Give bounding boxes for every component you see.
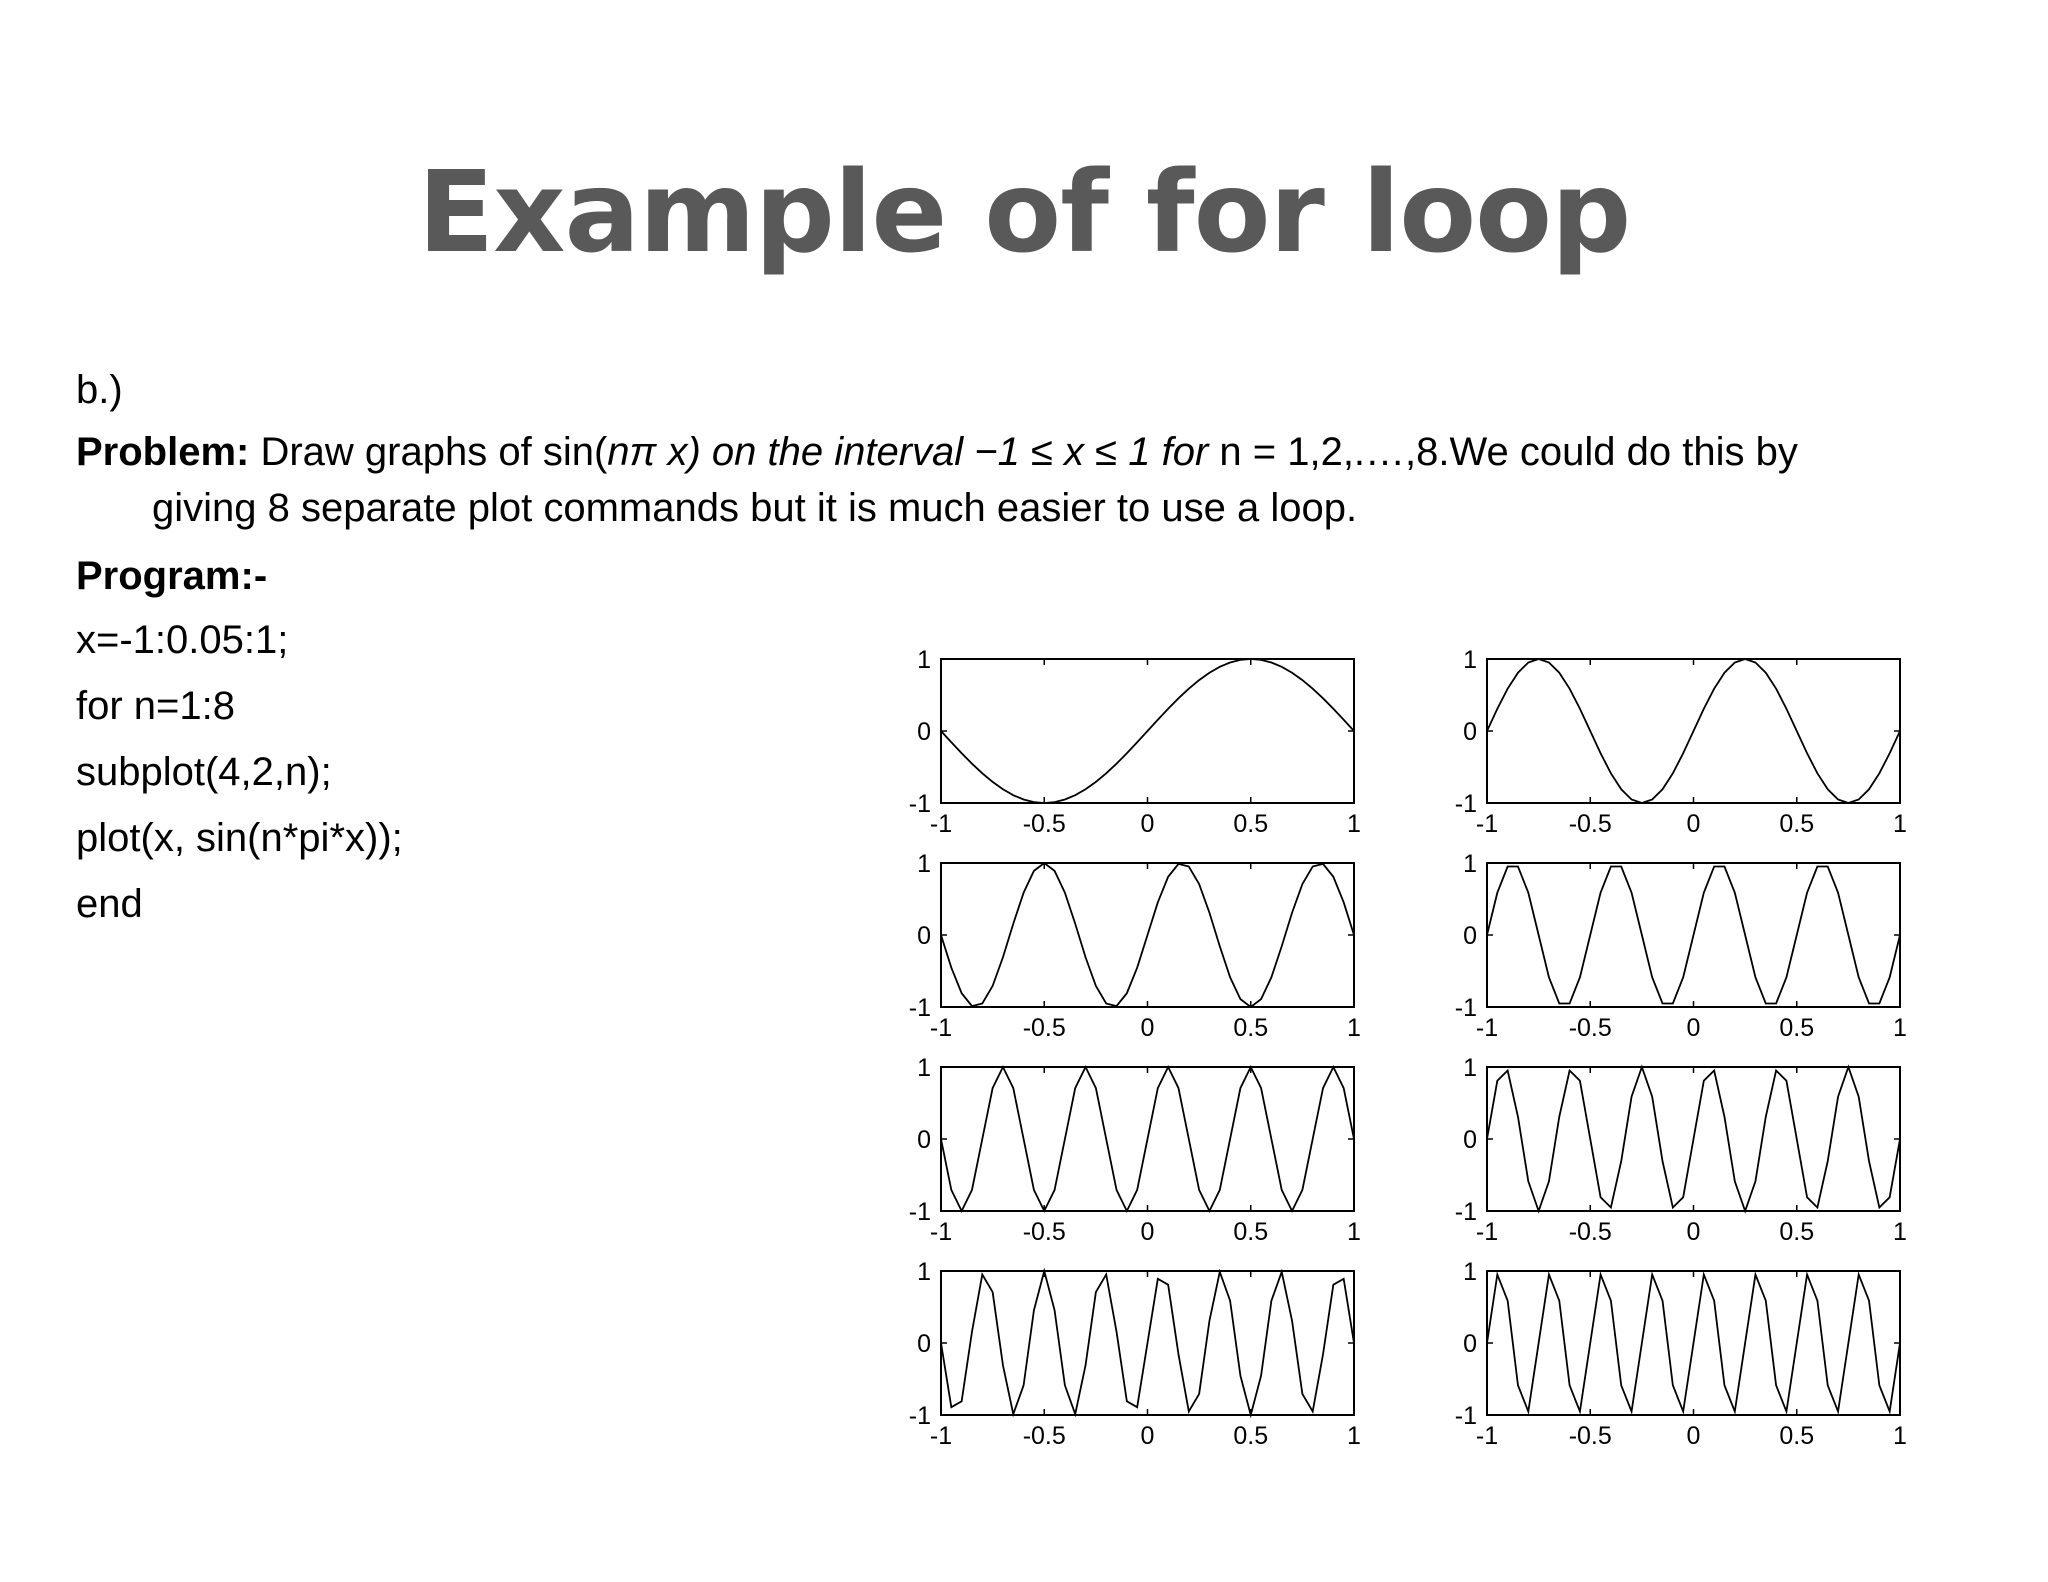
- subplot-n4: [1455, 850, 1907, 1042]
- x-tick-label: -1: [929, 1014, 953, 1042]
- x-tick-label: 1: [1893, 1422, 1907, 1450]
- x-tick-label: 1: [1347, 1218, 1361, 1246]
- problem-label: Problem:: [76, 430, 250, 474]
- x-tick-label: -1: [1475, 810, 1499, 838]
- code-line: subplot(4,2,n);: [76, 750, 332, 794]
- y-tick-label: 1: [917, 1258, 931, 1286]
- y-tick-label: 0: [917, 922, 931, 950]
- y-tick-label: 0: [1463, 718, 1477, 746]
- x-tick-label: -1: [929, 810, 953, 838]
- program-label: Program:-: [76, 554, 268, 598]
- x-tick-label: -0.5: [1022, 1014, 1066, 1042]
- x-tick-label: 0: [1686, 1218, 1701, 1246]
- subplot-n8: [1455, 1258, 1907, 1450]
- x-tick-label: -1: [1475, 1014, 1499, 1042]
- plot-line: [941, 659, 1354, 803]
- x-tick-label: 0: [1140, 1014, 1155, 1042]
- y-tick-label: 1: [1463, 646, 1477, 674]
- x-tick-label: 0: [1140, 1422, 1155, 1450]
- subplot-n1: [909, 646, 1361, 838]
- subplot-n2: [1455, 646, 1907, 838]
- x-tick-label: -1: [929, 1218, 953, 1246]
- x-tick-label: 0.5: [1779, 1422, 1815, 1450]
- x-tick-label: 1: [1893, 810, 1907, 838]
- y-tick-label: 1: [1463, 1258, 1477, 1286]
- x-tick-label: -0.5: [1568, 1218, 1612, 1246]
- code-line: end: [76, 882, 143, 926]
- x-tick-label: -0.5: [1022, 1218, 1066, 1246]
- x-tick-label: 0: [1140, 1218, 1155, 1246]
- x-tick-label: 0.5: [1233, 1218, 1269, 1246]
- x-tick-label: 1: [1893, 1014, 1907, 1042]
- y-tick-label: -1: [908, 994, 931, 1022]
- x-tick-label: 0.5: [1233, 1422, 1269, 1450]
- code-line: plot(x, sin(n*pi*x));: [76, 816, 403, 860]
- problem-text-1: Draw graphs of sin(: [249, 430, 608, 474]
- y-tick-label: 0: [1463, 1126, 1477, 1154]
- plot-line: [941, 1271, 1354, 1415]
- problem-line-2: giving 8 separate plot commands but it is much easier to use a loop.: [152, 486, 1358, 530]
- y-tick-label: -1: [1454, 790, 1477, 818]
- x-tick-label: 0.5: [1779, 810, 1815, 838]
- x-tick-label: -0.5: [1022, 810, 1066, 838]
- y-tick-label: 1: [917, 646, 931, 674]
- x-tick-label: -0.5: [1568, 1014, 1612, 1042]
- plot-line: [1487, 1067, 1900, 1211]
- y-tick-label: -1: [908, 790, 931, 818]
- part-label: b.): [76, 368, 123, 412]
- subplot-n6: [1455, 1054, 1907, 1246]
- y-tick-label: 1: [917, 1054, 931, 1082]
- x-tick-label: 0.5: [1233, 1014, 1269, 1042]
- x-tick-label: -1: [929, 1422, 953, 1450]
- problem-text-3: n = 1,2,.…,8.We could do this by: [1208, 430, 1798, 474]
- y-tick-label: 0: [1463, 1330, 1477, 1358]
- subplot-n3: [909, 850, 1361, 1042]
- y-tick-label: 0: [917, 1126, 931, 1154]
- subplot-n5: [909, 1054, 1361, 1246]
- y-tick-label: -1: [1454, 1198, 1477, 1226]
- y-tick-label: 1: [917, 850, 931, 878]
- code-line: x=-1:0.05:1;: [76, 618, 289, 662]
- y-tick-label: 0: [1463, 922, 1477, 950]
- x-tick-label: 1: [1893, 1218, 1907, 1246]
- x-tick-label: -1: [1475, 1422, 1499, 1450]
- x-tick-label: 0: [1686, 810, 1701, 838]
- plot-line: [1487, 659, 1900, 803]
- plot-line: [1487, 1275, 1900, 1412]
- plot-line: [1487, 867, 1900, 1004]
- x-tick-label: 1: [1347, 1014, 1361, 1042]
- y-tick-label: -1: [1454, 1402, 1477, 1430]
- subplot-n7: [909, 1258, 1361, 1450]
- y-tick-label: -1: [908, 1402, 931, 1430]
- x-tick-label: 0: [1686, 1422, 1701, 1450]
- code-line: for n=1:8: [76, 684, 236, 728]
- y-tick-label: -1: [908, 1198, 931, 1226]
- plot-line: [941, 1067, 1354, 1211]
- x-tick-label: 1: [1347, 1422, 1361, 1450]
- x-tick-label: 0: [1686, 1014, 1701, 1042]
- x-tick-label: -1: [1475, 1218, 1499, 1246]
- slide-title: Example of for loop: [417, 148, 1631, 278]
- x-tick-label: -0.5: [1568, 1422, 1612, 1450]
- y-tick-label: -1: [1454, 994, 1477, 1022]
- x-tick-label: 0.5: [1779, 1218, 1815, 1246]
- x-tick-label: 0.5: [1779, 1014, 1815, 1042]
- plot-line: [941, 863, 1354, 1007]
- x-tick-label: -0.5: [1568, 810, 1612, 838]
- y-tick-label: 0: [917, 718, 931, 746]
- x-tick-label: 1: [1347, 810, 1361, 838]
- y-tick-label: 1: [1463, 1054, 1477, 1082]
- x-tick-label: 0: [1140, 810, 1155, 838]
- y-tick-label: 0: [917, 1330, 931, 1358]
- y-tick-label: 1: [1463, 850, 1477, 878]
- problem-text-italic: nπ x) on the interval −1 ≤ x ≤ 1 for: [607, 430, 1209, 474]
- x-tick-label: 0.5: [1233, 810, 1269, 838]
- x-tick-label: -0.5: [1022, 1422, 1066, 1450]
